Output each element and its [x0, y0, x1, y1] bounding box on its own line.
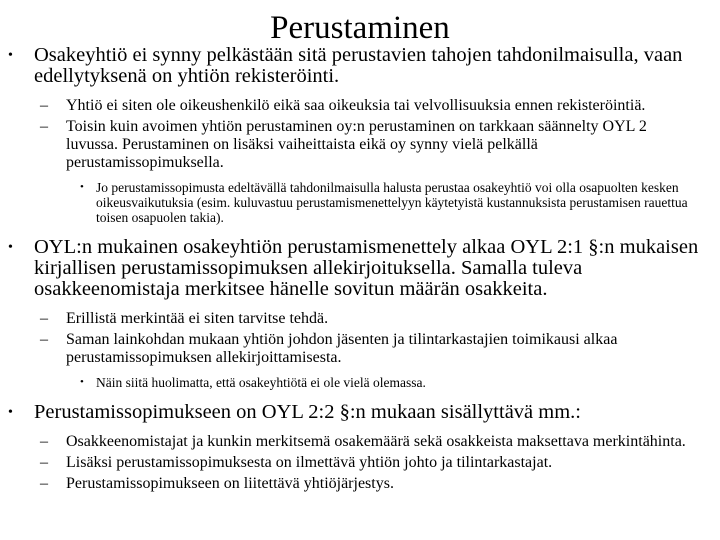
slide-title: Perustaminen: [270, 10, 450, 46]
note-text: Jo perustamissopimusta edeltävällä tahdonilmaisulla halusta perustaa osakeyhtiö voi olla osapuolten kesken oikeusvaikutuksia (esim. kuluvastuu perustamismenettelyyn käytetyistä kustannuksista perustamisen rauettua toisen osapuolen takia).: [96, 180, 688, 225]
dash-icon: –: [40, 310, 48, 327]
sub-bullet-item: [0, 433, 720, 451]
dash-icon: –: [40, 433, 48, 450]
sub-bullet-text: Toisin kuin avoimen yhtiön perustaminen oy:n perustaminen on tarkkaan säännelty OYL 2 luvussa. Perustaminen on lisäksi vaiheittaista eikä oy synny vielä pelkällä perustamissopimuksella.: [66, 118, 647, 171]
small-bullet-icon: •: [80, 181, 84, 193]
bullet-text: Perustamissopimukseen on OYL 2:2 §:n mukaan sisällyttävä mm.:: [34, 401, 581, 423]
sub-bullet-item: [0, 454, 720, 472]
bullet-item: [0, 237, 720, 300]
dash-icon: –: [40, 118, 48, 135]
bullet-item: [0, 45, 720, 87]
sub-bullet-text: Yhtiö ei siten ole oikeushenkilö eikä saa oikeuksia tai velvollisuuksia ennen rekisteröintiä.: [66, 97, 646, 114]
dash-icon: –: [40, 475, 48, 492]
sub-bullet-item: [0, 475, 720, 493]
sub-bullet-item: [0, 310, 720, 328]
bullet-item: [0, 402, 720, 423]
sub-bullet-text: Erillistä merkintää ei siten tarvitse tehdä.: [66, 310, 329, 327]
note-item: [0, 375, 720, 390]
slide-body: [0, 45, 720, 493]
sub-bullet-text: Lisäksi perustamissopimuksesta on ilmettävä yhtiön johto ja tilintarkastajat.: [66, 454, 553, 471]
sub-bullet-text: Osakkeenomistajat ja kunkin merkitsemä osakemäärä sekä osakkeista maksettava merkintähinta.: [66, 433, 686, 450]
note-item: [0, 180, 720, 225]
sub-bullet-item: [0, 331, 720, 367]
sub-bullet-text: Saman lainkohdan mukaan yhtiön johdon jäsenten ja tilintarkastajien toimikausi alkaa perustamissopimuksen allekirjoittamisesta.: [66, 331, 618, 366]
sub-bullet-text: Perustamissopimukseen on liitettävä yhtiöjärjestys.: [66, 475, 394, 492]
note-text: Näin siitä huolimatta, että osakeyhtiötä ei ole vielä olemassa.: [96, 375, 426, 390]
sub-bullet-item: [0, 97, 720, 115]
bullet-text: Osakeyhtiö ei synny pelkästään sitä perustavien tahojen tahdonilmaisulla, vaan edellytyksenä on yhtiön rekisteröinti.: [34, 44, 683, 87]
dash-icon: –: [40, 97, 48, 114]
bullet-icon: •: [8, 405, 13, 420]
small-bullet-icon: •: [80, 376, 84, 388]
sub-bullet-item: [0, 118, 720, 172]
bullet-icon: •: [8, 240, 13, 255]
bullet-icon: •: [8, 48, 13, 63]
bullet-text: OYL:n mukainen osakeyhtiön perustamismenettely alkaa OYL 2:1 §:n mukaisen kirjallisen perustamissopimuksen allekirjoituksella. Samalla tuleva osakkeenomistaja merkitsee hänelle sovitun määrän osakkeita.: [34, 236, 699, 300]
dash-icon: –: [40, 331, 48, 348]
dash-icon: –: [40, 454, 48, 471]
